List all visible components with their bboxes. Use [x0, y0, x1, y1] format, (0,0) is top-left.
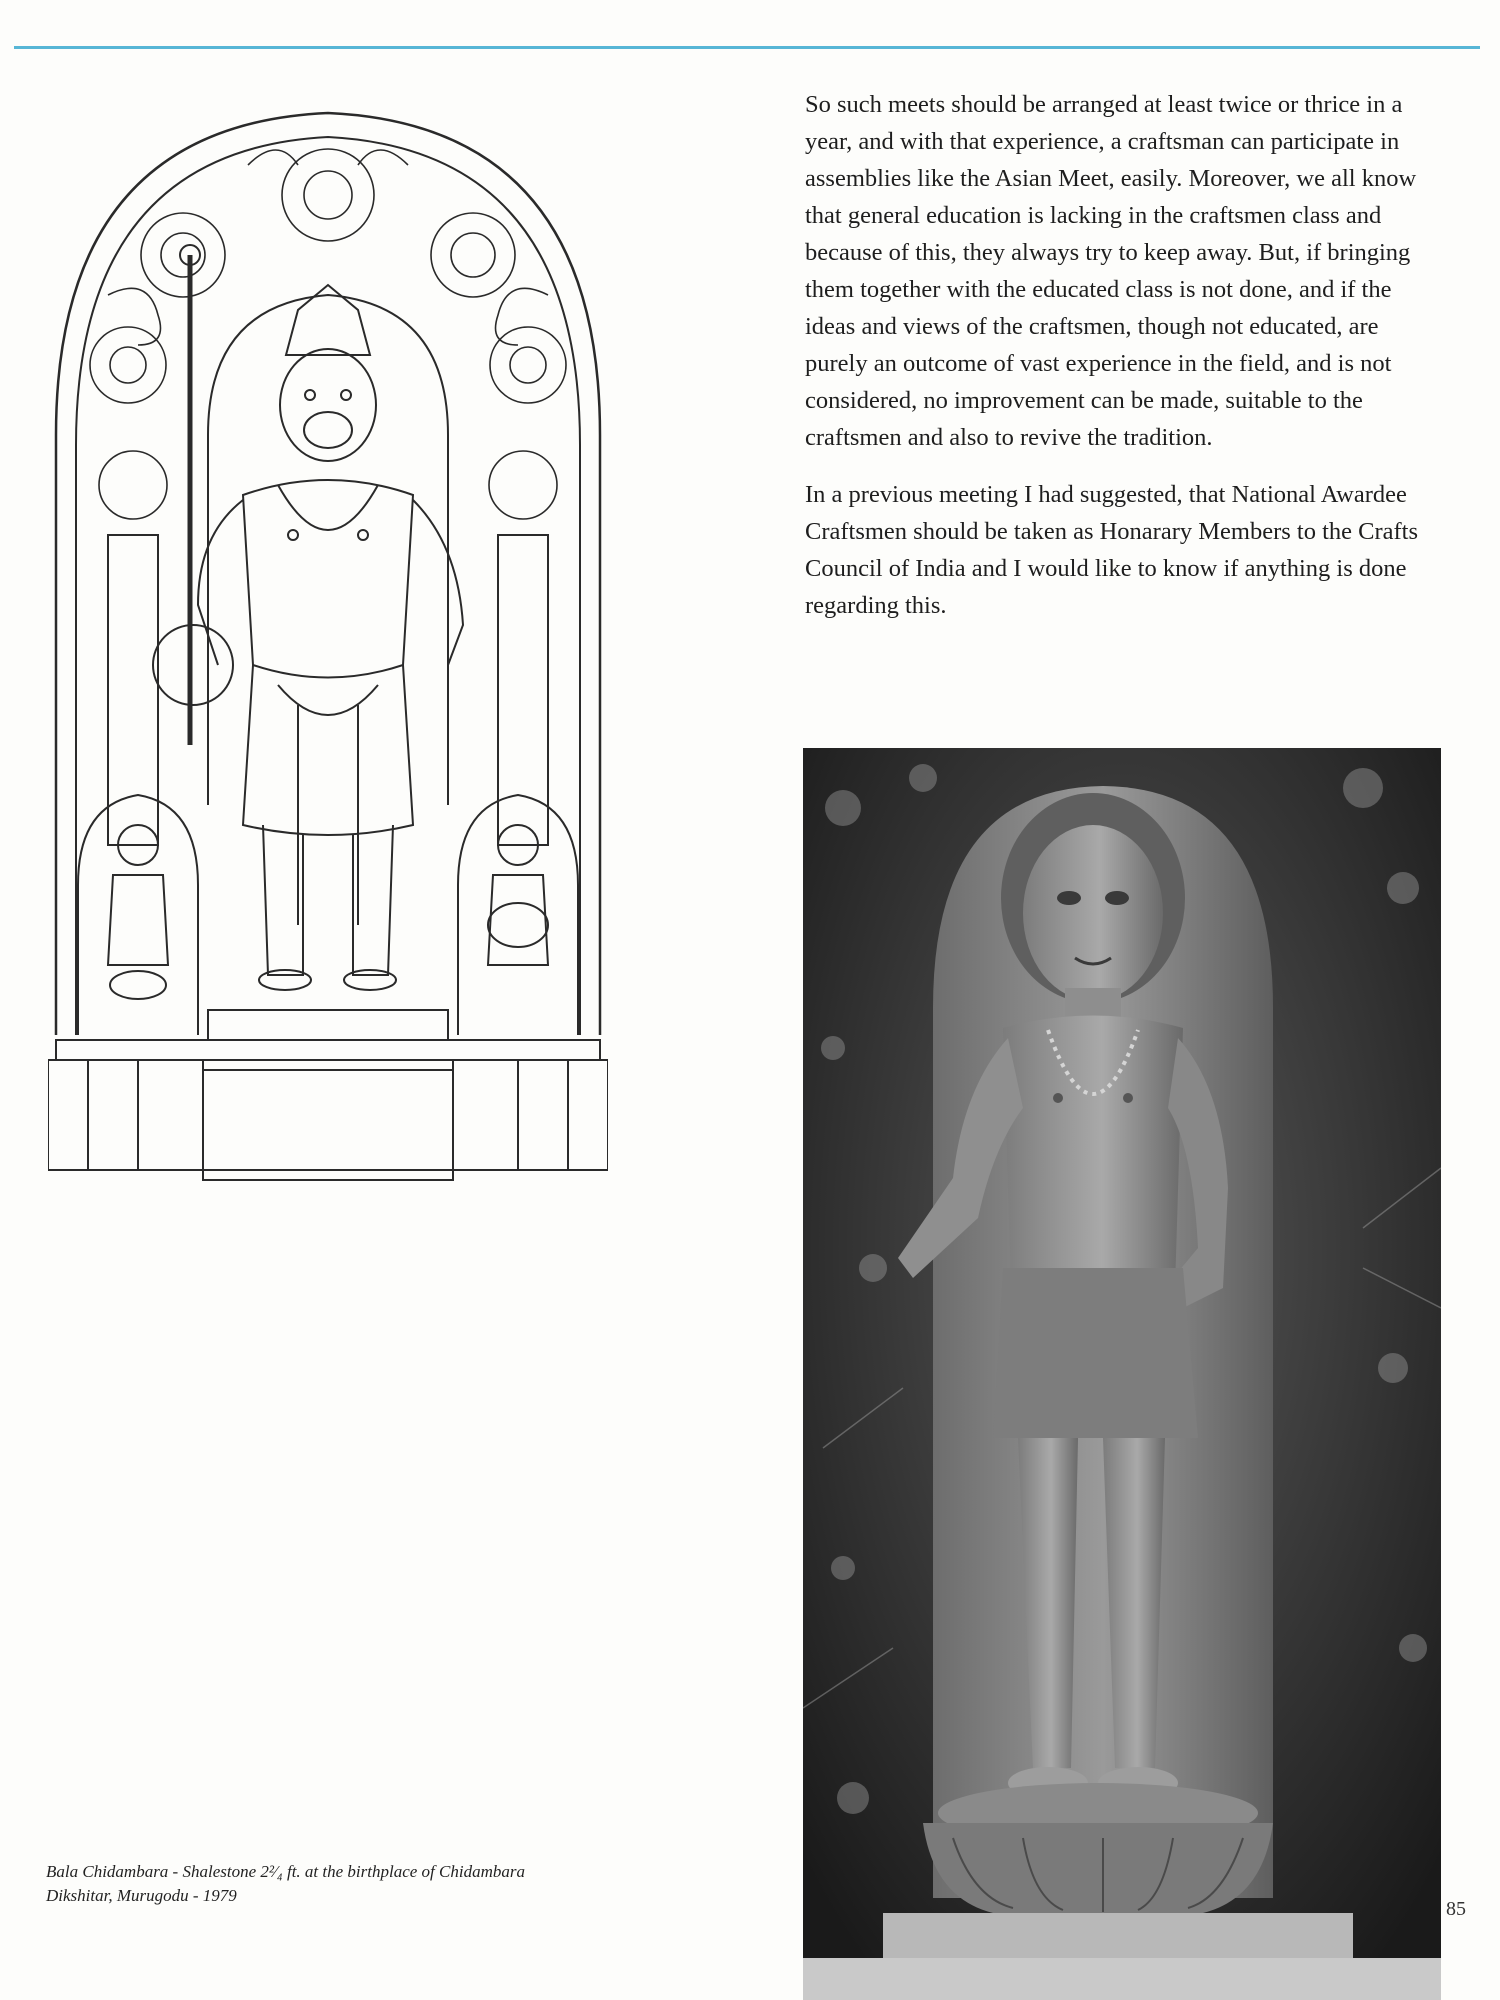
- deity-line-drawing: [48, 105, 608, 1190]
- caption-line-2: Dikshitar, Murugodu - 1979: [46, 1886, 237, 1905]
- sculpture-photo: [803, 748, 1441, 2000]
- figure-caption: [46, 1860, 686, 1908]
- top-rule: [14, 46, 1480, 49]
- caption-line-1: Bala Chidambara - Shalestone 2²⁄₄ ft. at the birthplace of Chidambara: [46, 1862, 525, 1881]
- body-text: [805, 86, 1445, 644]
- paragraph-2: In a previous meeting I had suggested, that National Awardee Craftsmen should be taken as Honarary Members to the Crafts Council of India and I would like to know if anything is done regarding this.: [805, 481, 1419, 619]
- page-number: 85: [1446, 1898, 1466, 1920]
- paragraph-1: So such meets should be arranged at least twice or thrice in a year, and with that experience, a craftsman can participate in assemblies like the Asian Meet, easily. Moreover, we all know that general education is lacking in the craftsmen class and because of this, they always try to keep away. But, if bringing them together with the educated class is not done, and if the ideas and views of the craftsmen, though not educated, are purely an outcome of vast experience in the field, and is not considered, no improvement can be made, suitable to the craftsmen and also to revive the tradition.: [805, 91, 1417, 451]
